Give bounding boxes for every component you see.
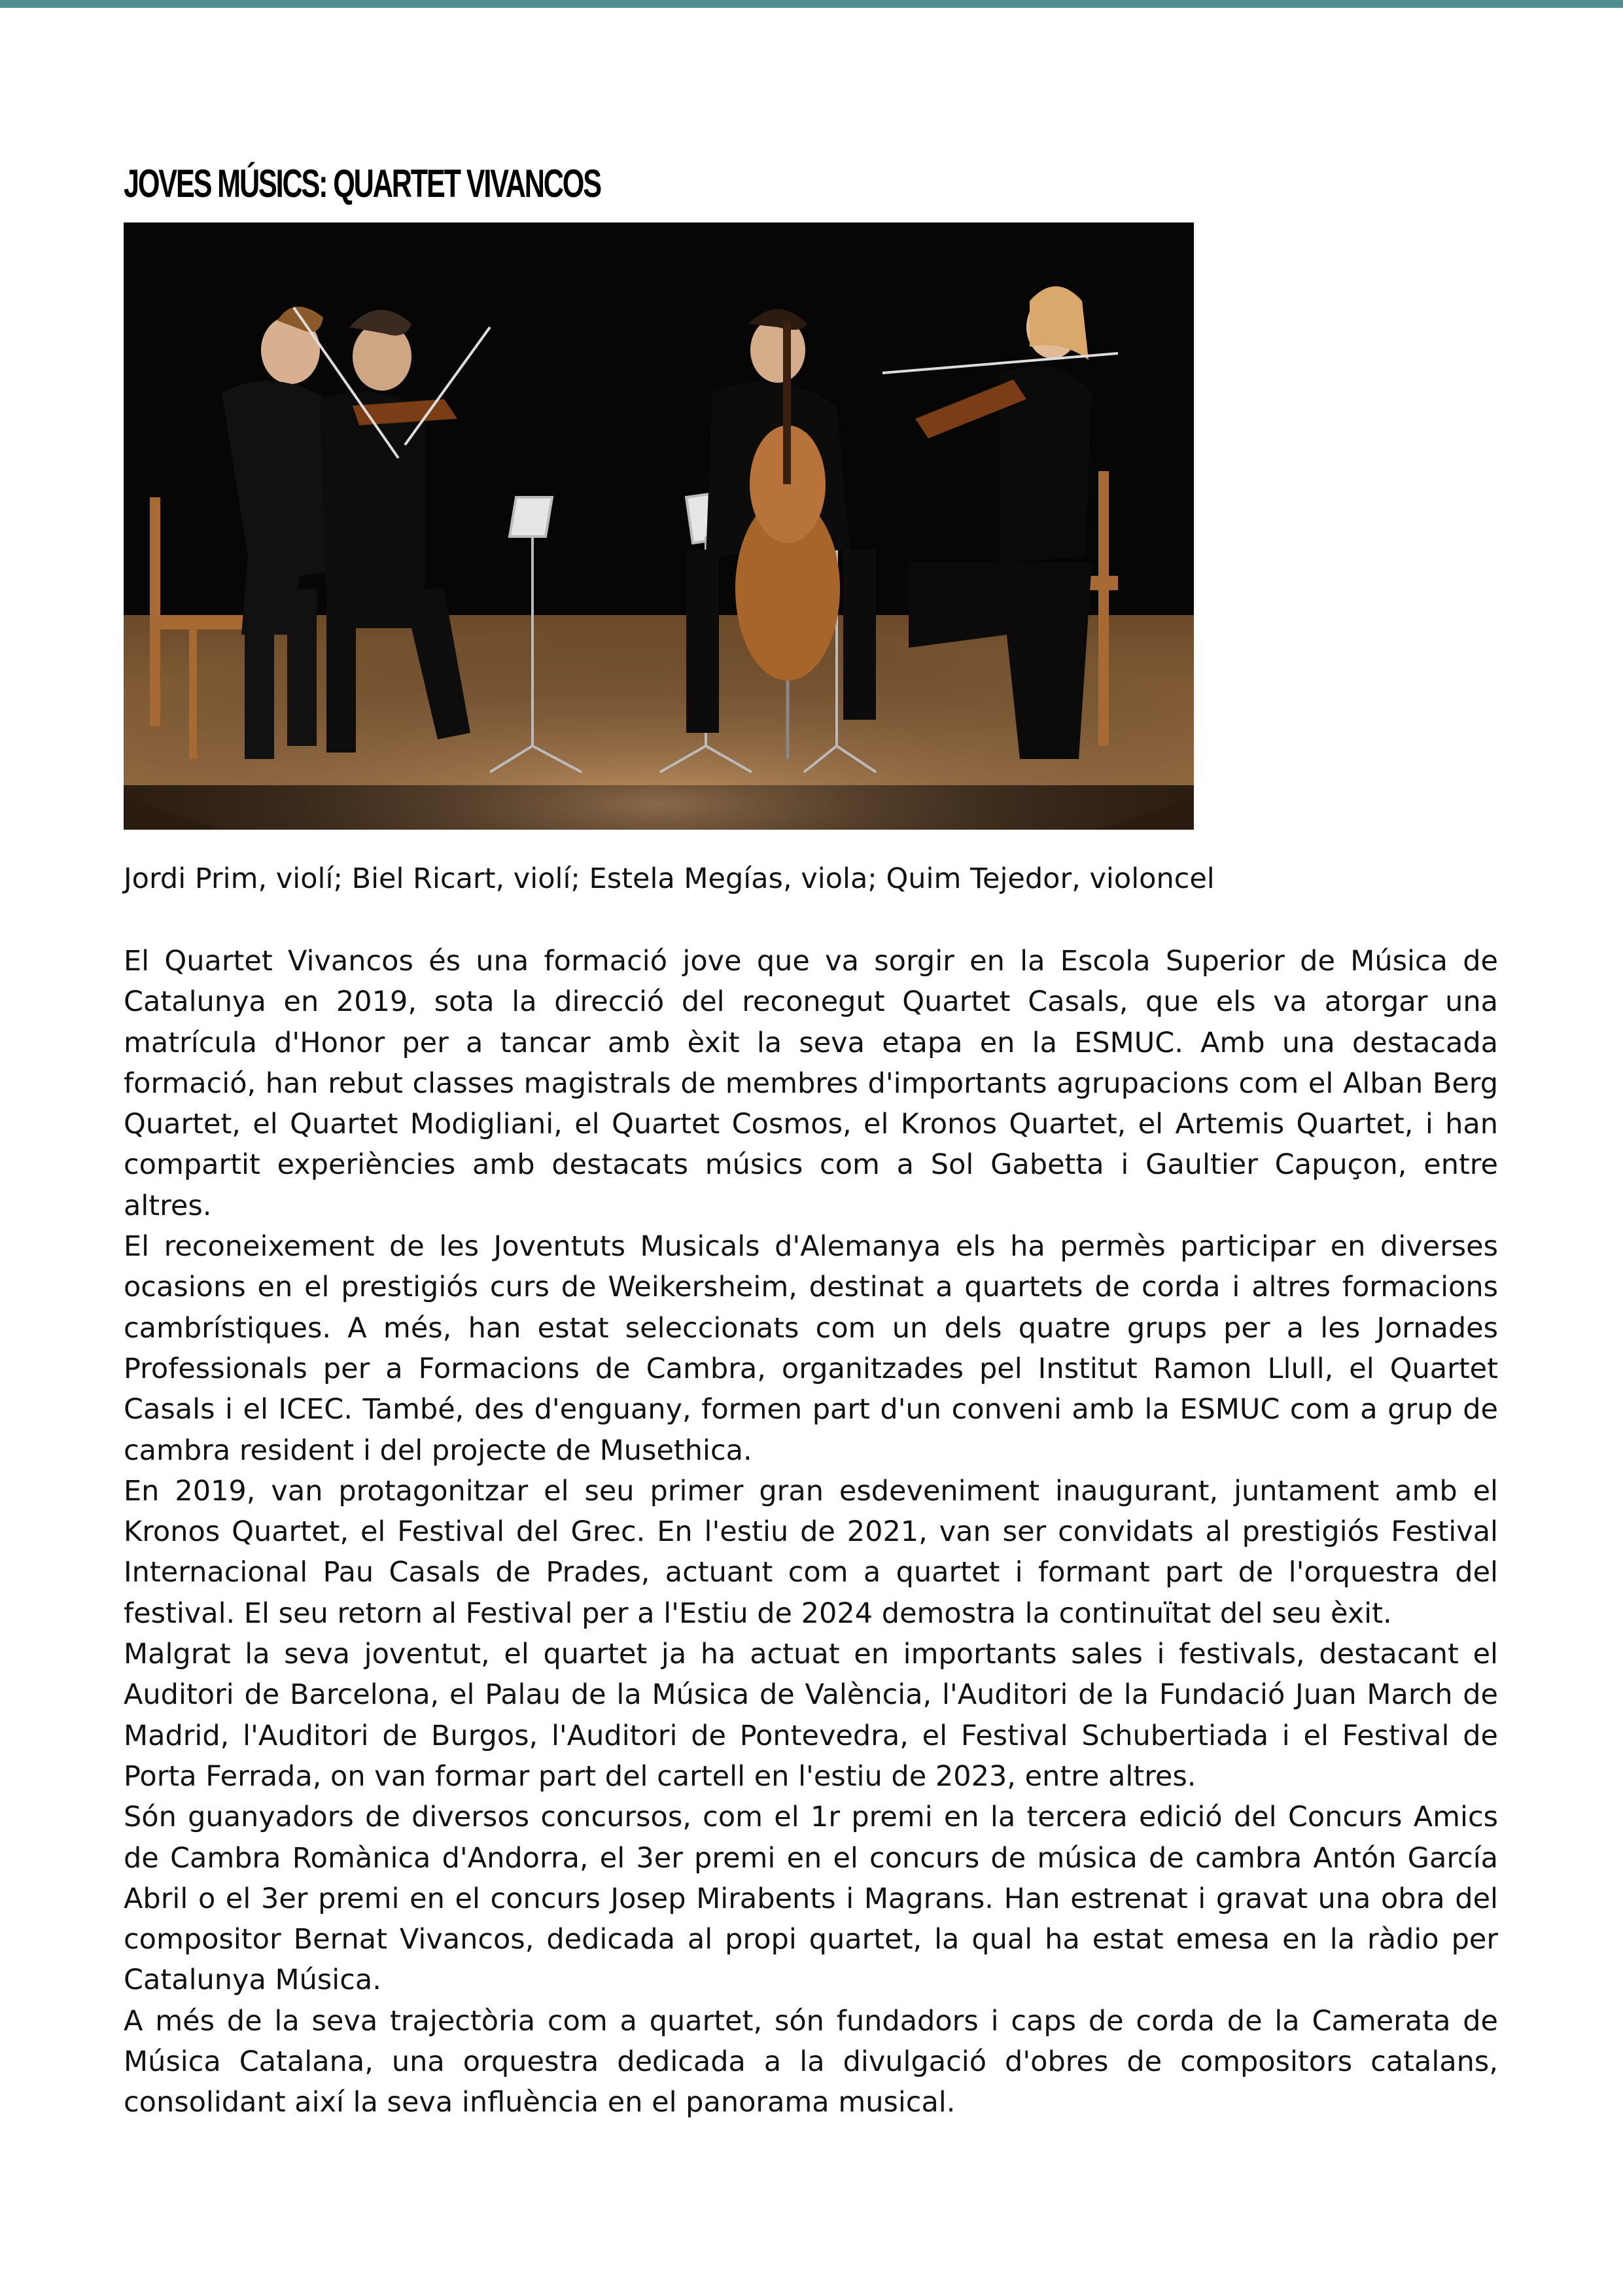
- paragraph: En 2019, van protagonitzar el seu primer gran esdeveniment inaugurant, juntament amb el Kronos Quartet, el Festival del Grec. En l'estiu de 2021, van ser convidats al prestigiós Festival Internacional Pau Casals de Prades, actuant com a quartet i formant part de l'orquestra del festival. El seu retorn al Festival per a l'Estiu de 2024 demostra la continuïtat del seu èxit.: [124, 1474, 1498, 1630]
- paragraph: Malgrat la seva joventut, el quartet ja ha actuat en importants sales i festivals, destacant el Auditori de Barcelona, el Palau de la Música de València, l'Auditori de la Fundació Juan March de Madrid, l'Auditori de Burgos, l'Auditori de Pontevedra, el Festival Schubertiada i el Festival de Porta Ferrada, on van formar part del cartell en l'estiu de 2023, entre altres.: [124, 1638, 1498, 1793]
- paragraph: El Quartet Vivancos és una formació jove que va sorgir en la Escola Superior de Música de Catalunya en 2019, sota la direcció del reconegut Quartet Casals, que els va atorgar una matrícula d'Honor per a tancar amb èxit la seva etapa en la ESMUC. Amb una destacada formació, han rebut classes magistrals de membres d'importants agrupacions com el Alban Berg Quartet, el Quartet Modigliani, el Quartet Cosmos, el Kronos Quartet, el Artemis Quartet, i han compartit experiències amb destacats músics com a Sol Gabetta i Gaultier Capuçon, entre altres.: [124, 945, 1498, 1222]
- string-quartet-performing-on-stage-icon: [124, 222, 1194, 830]
- page-title: JOVES MÚSICS: QUARTET VIVANCOS: [124, 162, 601, 206]
- paragraph: Són guanyadors de diversos concursos, com el 1r premi en la tercera edició del Concurs Amics de Cambra Romànica d'Andorra, el 3er premi en el concurs de música de cambra Antón García Abril o el 3er premi en el concurs Josep Mirabents i Magrans. Han estrenat i gravat una obra del compositor Bernat Vivancos, dedicada al propi quartet, la qual ha estat emesa en la ràdio per Catalunya Música.: [124, 1801, 1498, 1997]
- photo-caption: Jordi Prim, violí; Biel Ricart, violí; Estela Megías, viola; Quim Tejedor, violoncel: [124, 862, 1215, 895]
- paragraph: A més de la seva trajectòria com a quartet, són fundadors i caps de corda de la Camerata de Música Catalana, una orquestra dedicada a la divulgació d'obres de compositors catalans, consolidant així la seva influència en el panorama musical.: [124, 2004, 1498, 2119]
- paragraph: El reconeixement de les Joventuts Musicals d'Alemanya els ha permès participar en diverses ocasions en el prestigiós curs de Weikersheim, destinat a quartets de corda i altres formacions cambrístiques. A més, han estat seleccionats com un dels quatre grups per a les Jornades Professionals per a Formacions de Cambra, organitzades pel Institut Ramon Llull, el Quartet Casals i el ICEC. També, des d'enguany, formen part d'un conveni amb la ESMUC com a grup de cambra resident i del projecte de Musethica.: [124, 1230, 1498, 1467]
- article-body: [124, 941, 1498, 2123]
- quartet-photo: [124, 222, 1194, 830]
- top-accent-rule: [0, 0, 1623, 8]
